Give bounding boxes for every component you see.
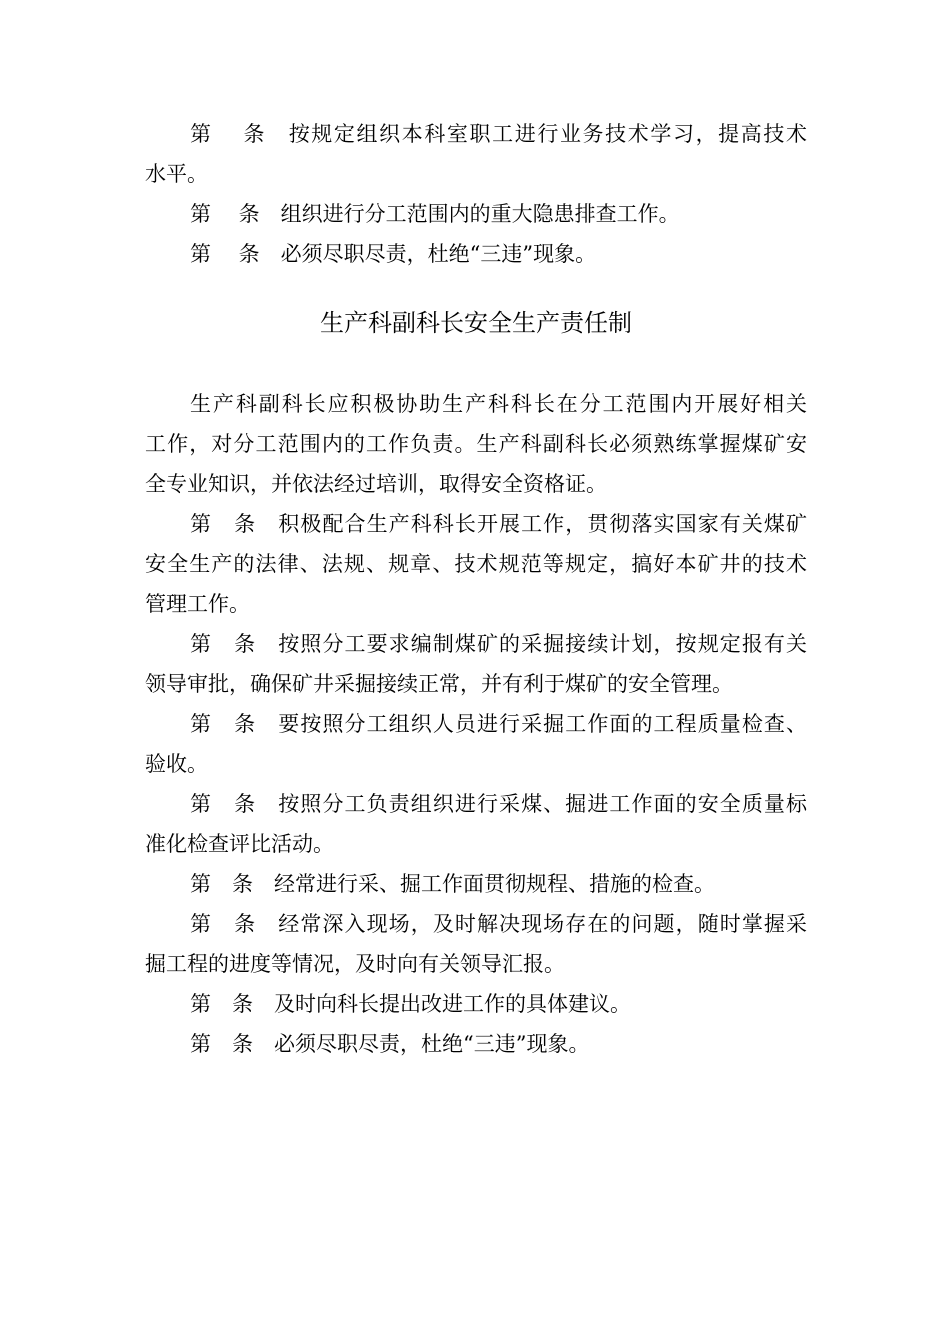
text-line: 掘工程的进度等情况，及时向有关领导汇报。 xyxy=(145,952,565,976)
text-line: 管理工作。 xyxy=(145,592,250,616)
section-2 xyxy=(145,384,807,1064)
text-line: 第 条 必须尽职尽责，杜绝“三违”现象。 xyxy=(190,242,597,266)
text-line: 第 条 按照分工要求编制煤矿的采掘接续计划，按规定报有关 xyxy=(190,632,807,656)
text-line: 第 条 按照分工负责组织进行采煤、掘进工作面的安全质量标 xyxy=(190,792,807,816)
text-line: 第 条 要按照分工组织人员进行采掘工作面的工程质量检查、 xyxy=(190,712,807,736)
text-line: 工作，对分工范围内的工作负责。生产科副科长必须熟练掌握煤矿安 xyxy=(145,432,807,456)
text-line: 第 条 及时向科长提出改进工作的具体建议。 xyxy=(190,992,631,1016)
text-line: 验收。 xyxy=(145,752,208,776)
text-line: 准化检查评比活动。 xyxy=(145,832,334,856)
text-line: 第 条 按规定组织本科室职工进行业务技术学习，提高技术 xyxy=(190,122,807,146)
text-line: 领导审批，确保矿井采掘接续正常，并有利于煤矿的安全管理。 xyxy=(145,672,733,696)
section-1 xyxy=(145,114,807,274)
text-line: 第 条 组织进行分工范围内的重大隐患排查工作。 xyxy=(190,202,680,226)
document-page xyxy=(145,114,807,1064)
text-line: 全专业知识，并依法经过培训，取得安全资格证。 xyxy=(145,472,607,496)
text-line: 生产科副科长应积极协助生产科科长在分工范围内开展好相关 xyxy=(190,392,807,416)
text-line: 第 条 必须尽职尽责，杜绝“三违”现象。 xyxy=(190,1032,590,1056)
text-line: 水平。 xyxy=(145,162,208,186)
text-line: 第 条 积极配合生产科科长开展工作，贯彻落实国家有关煤矿 xyxy=(190,512,807,536)
section-title: 生产科副科长安全生产责任制 xyxy=(320,309,632,337)
text-line: 第 条 经常深入现场，及时解决现场存在的问题，随时掌握采 xyxy=(190,912,807,936)
text-line: 第 条 经常进行采、掘工作面贯彻规程、措施的检查。 xyxy=(190,872,715,896)
text-line: 安全生产的法律、法规、规章、技术规范等规定，搞好本矿井的技术 xyxy=(145,552,807,576)
